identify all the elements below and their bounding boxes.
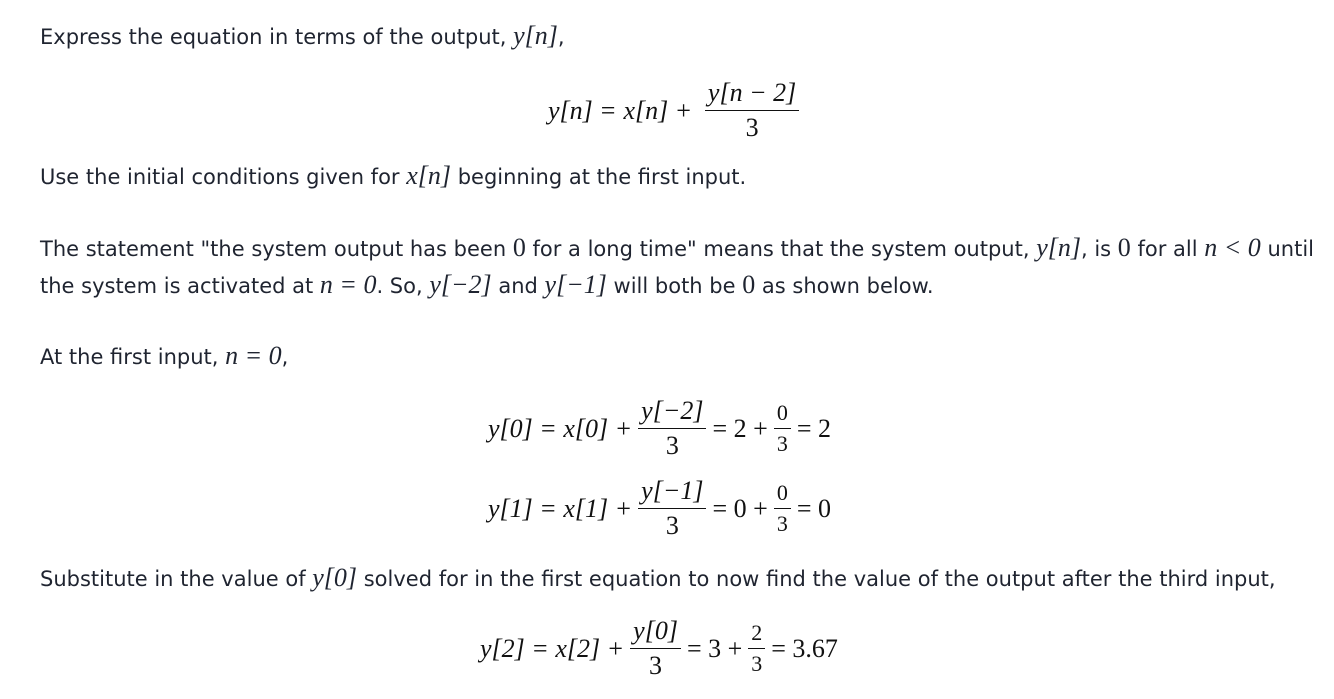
statement-text: for a long time" means that the system output, [525,237,1037,261]
statement-zero: 0 [1117,233,1131,262]
eq-y2-numerator: y[0] [630,618,681,649]
main-eq-fraction [705,80,799,141]
intro-var: y[n] [513,21,558,50]
eq-y0-result: = 2 [796,413,831,443]
main-eq-equals: = [600,95,616,125]
intro-paragraph [40,18,565,55]
eq-y0-numerator: y[−2] [638,398,706,429]
eq-y0-fraction [638,398,706,459]
eq-y1-numerator: y[−1] [638,478,706,509]
eq-y0-denominator2: 3 [776,431,788,456]
eq-y1-result: = 0 [796,493,831,523]
eq-y1-denominator: 3 [665,511,679,540]
substitute-paragraph [40,560,1276,597]
eq-y2-denominator: 3 [649,651,663,680]
eq-y1-lhs: y[1] = x[1] + [488,493,633,523]
statement-text: . So, [376,274,430,298]
equation-y0 [488,398,831,459]
statement-zero: 0 [512,233,526,262]
statement-text: and [491,274,545,298]
eq-y0-numerator2: 0 [774,402,791,429]
substitute-text-end: solved for in the first equation to now find the value of the output after the third input, [357,567,1276,591]
statement-condition: n < 0 [1204,233,1261,262]
statement-text: the system is activated at [40,274,320,298]
eq-y2-fraction2 [748,622,765,675]
statement-text: will both be [606,274,743,298]
eq-y2-denominator2: 3 [751,651,763,676]
main-eq-numerator: y[n − 2] [705,80,799,111]
initial-text-end: beginning at the first input. [451,165,747,189]
eq-y2-result: = 3.67 [771,633,838,663]
eq-y1-fraction [638,478,706,539]
main-eq-term: x[n] [623,95,669,125]
main-eq-denominator: 3 [745,113,759,142]
statement-var-ym2: y[−2] [429,270,492,299]
eq-y0-mid: = 2 + [712,413,768,443]
eq-y2-numerator2: 2 [748,622,765,649]
intro-comma: , [557,25,565,49]
statement-text: , is [1080,237,1118,261]
eq-y1-denominator2: 3 [776,511,788,536]
eq-y1-fraction2 [774,482,791,535]
statement-text: until [1260,237,1314,261]
eq-y2-lhs: y[2] = x[2] + [480,633,625,663]
statement-var-y: y[n] [1036,233,1081,262]
equation-y1 [488,478,831,539]
statement-text: as shown below. [755,274,934,298]
first-input-text: At the first input, [40,345,226,369]
intro-text: Express the equation in terms of the output, [40,25,514,49]
main-equation [548,80,805,141]
initial-text: Use the initial conditions given for [40,165,407,189]
eq-y0-lhs: y[0] = x[0] + [488,413,633,443]
statement-text: for all [1130,237,1205,261]
initial-var: x[n] [406,161,452,190]
statement-text: The statement "the system output has been [40,237,513,261]
first-input-paragraph [40,338,288,375]
eq-y0-denominator: 3 [665,431,679,460]
statement-var-ym1: y[−1] [544,270,607,299]
eq-y1-numerator2: 0 [774,482,791,509]
statement-condition: n = 0 [319,270,377,299]
eq-y2-mid: = 3 + [686,633,743,663]
substitute-var: y[0] [312,563,358,592]
eq-y1-mid: = 0 + [712,493,768,523]
first-input-comma: , [281,345,289,369]
statement-zero: 0 [742,270,756,299]
first-input-condition: n = 0 [225,341,282,370]
statement-paragraph [40,230,1314,304]
initial-conditions-paragraph [40,158,746,195]
eq-y2-fraction [630,618,681,679]
equation-y2 [480,618,838,679]
main-eq-plus: + [676,95,691,125]
main-eq-lhs: y[n] [548,95,593,125]
substitute-text: Substitute in the value of [40,567,313,591]
eq-y0-fraction2 [774,402,791,455]
